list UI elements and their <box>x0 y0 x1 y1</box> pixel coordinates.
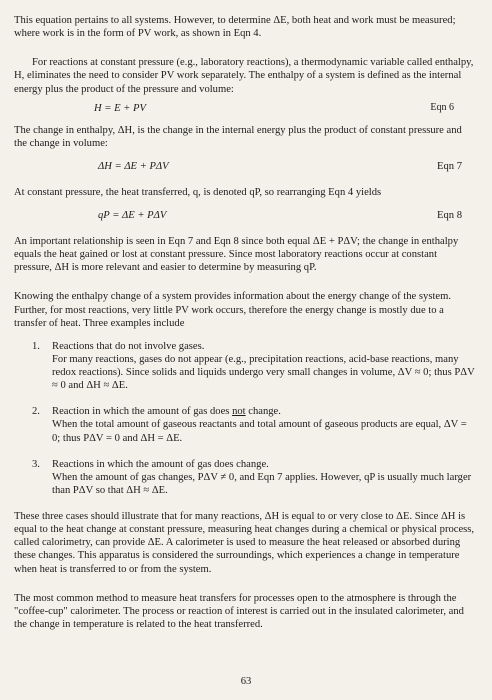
list-item-body: For many reactions, gases do not appear (e.g., precipitation reactions, acid-base reactions, many redox reactions). Since solids and liquids undergo very small changes in volume, ΔV ≈ 0; thus PΔV ≈ 0 and ΔH ≈ ΔE. <box>52 353 475 392</box>
list-item-number: 2. <box>32 406 40 418</box>
relationship-paragraph: An important relationship is seen in Eqn 7 and Eqn 8 since both equal ΔE + PΔV; the change in enthalpy equals the heat gained or lost at constant pressure. Since most laboratory reactions occur at constant pressure, ΔH is more relevant and easier to determine by measuring qP. <box>14 236 459 274</box>
list-item <box>14 405 476 444</box>
coffee-cup-paragraph: The most common method to measure heat transfers for processes open to the atmosphere is through the "coffee-cup" calorimeter. The process or reaction of interest is carried out in the insulated calorimeter, and the change in temperature is related to the heat transferred. <box>14 592 464 630</box>
list-item-body: When the amount of gas changes, PΔV ≠ 0, and Eqn 7 applies. However, qP is usually much larger than PΔV so that ΔH ≈ ΔE. <box>52 471 472 496</box>
list-item <box>14 340 476 393</box>
examples-list <box>14 340 476 497</box>
constant-pressure-paragraph: At constant pressure, the heat transferred, q, is denoted qP, so rearranging Eqn 4 yields <box>14 186 382 198</box>
equation-8-expression: qP = ΔE + PΔV <box>98 210 167 221</box>
equation-6 <box>14 102 476 118</box>
list-item-title-post: change. <box>245 406 281 418</box>
list-item-number: 3. <box>32 458 40 470</box>
enthalpy-definition-paragraph: For reactions at constant pressure (e.g., laboratory reactions), a thermodynamic variable called enthalpy, H, eliminates the need to consider PV work separately. The enthalpy of a system is defined as the internal energy plus the product of the pressure and volume: <box>14 57 474 95</box>
page-number: 63 <box>240 676 252 687</box>
list-item-title-pre: Reaction in which the amount of gas does <box>52 406 233 418</box>
equation-8 <box>14 209 476 225</box>
list-item-body: When the total amount of gaseous reactants and total amount of gaseous products are equal, ΔV = 0; thus PΔV = 0 and ΔH = ΔE. <box>52 419 467 444</box>
equation-8-label: Eqn 8 <box>436 210 462 221</box>
energy-change-paragraph: Knowing the enthalpy change of a system provides information about the energy change of the system. Further, for most reactions, very little PV work occurs, therefore the energy change is mostly due to a transfer of heat. Three examples include <box>14 291 451 329</box>
equation-7 <box>14 160 476 176</box>
list-item-number: 1. <box>32 340 40 352</box>
equation-7-expression: ΔH = ΔE + PΔV <box>98 160 169 172</box>
enthalpy-change-paragraph: The change in enthalpy, ΔH, is the change in the internal energy plus the product of constant pressure and the change in volume: <box>14 124 462 149</box>
calorimetry-paragraph: These three cases should illustrate that for many reactions, ΔH is equal to or very close to ΔE. Since ΔH is equal to the heat change at constant pressure, measuring heat changes during a chemical or physical process, called calorimetry, can provide ΔE. A calorimeter is used to measure the heat released or absorbed during these changes. This apparatus is considered the surroundings, which experiences a change in temperature when heat is transferred to or from the system. <box>14 511 475 575</box>
intro-paragraph: This equation pertains to all systems. However, to determine ΔE, both heat and work must be measured; where work is in the form of PV work, as shown in Eqn 4. <box>14 15 456 40</box>
list-item-title: Reactions that do not involve gases. <box>52 340 205 352</box>
list-item-title: Reactions in which the amount of gas does change. <box>52 458 269 470</box>
equation-7-label: Eqn 7 <box>436 160 462 172</box>
equation-6-label: Eqn 6 <box>430 101 454 113</box>
list-item <box>14 458 476 497</box>
equation-6-expression: H = E + PV <box>94 102 146 114</box>
list-item-title-underlined: not <box>232 406 246 418</box>
